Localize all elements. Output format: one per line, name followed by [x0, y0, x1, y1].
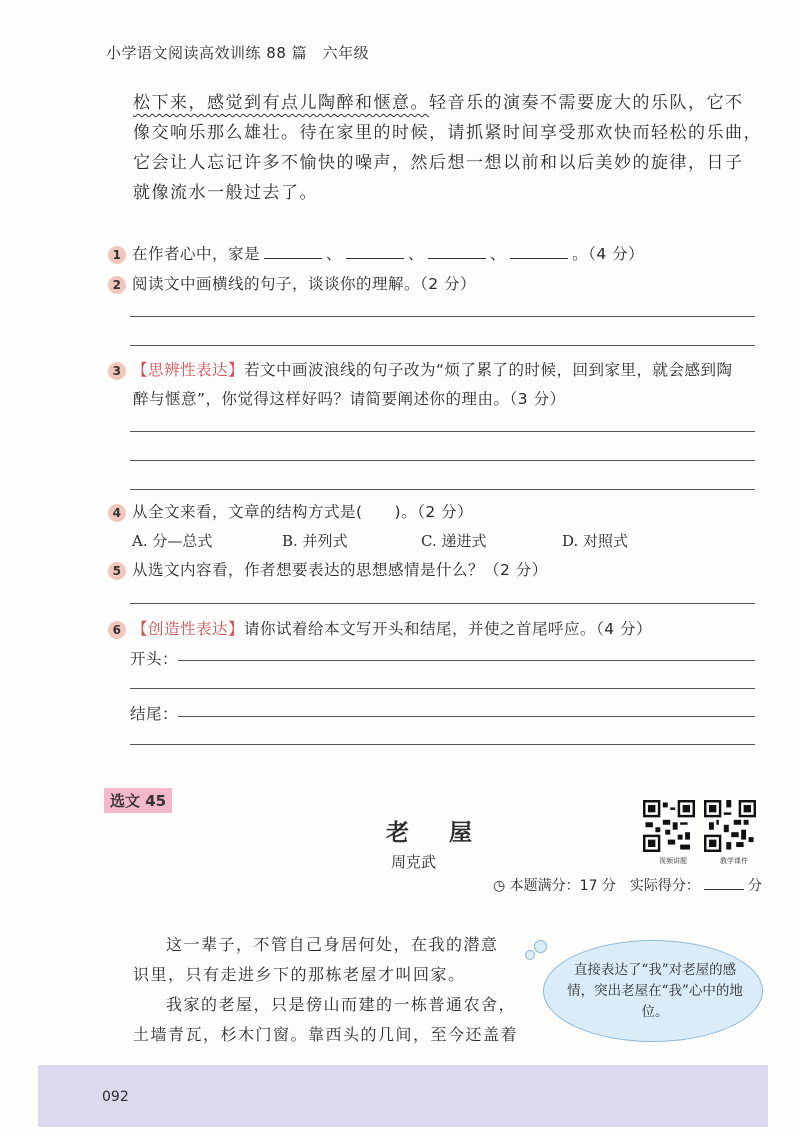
score-text: ◷ 本题满分：17 分 实际得分：	[493, 878, 700, 894]
question-1	[108, 242, 644, 264]
opening-label: 开头：	[130, 650, 179, 668]
question-number-badge: 6	[108, 621, 126, 639]
qr-video[interactable]	[643, 800, 703, 866]
answer-line[interactable]	[130, 688, 755, 689]
separator: 、	[326, 245, 343, 263]
answer-line[interactable]	[130, 316, 755, 317]
passage-line-3: 它会让人忘记许多不愉快的噪声，然后想一想以前和以后美妙的旋律，日子	[133, 153, 744, 173]
actual-score-blank[interactable]	[704, 875, 744, 890]
answer-line[interactable]	[130, 603, 755, 604]
passage-line-1	[133, 88, 744, 118]
option-a[interactable]: A. 分—总式	[132, 532, 213, 550]
question-2-text: 阅读文中画横线的句子，谈谈你的理解。（2 分）	[132, 275, 477, 293]
score-unit: 分	[747, 878, 762, 894]
qr-courseware[interactable]	[704, 800, 764, 866]
bubble-dot	[525, 950, 535, 960]
question-6-text: 请你试着给本文写开头和结尾，并使之首尾呼应。（4 分）	[244, 620, 653, 638]
option-c[interactable]: C. 递进式	[421, 532, 487, 550]
question-3	[108, 358, 733, 380]
question-4-text: 从全文来看，文章的结构方式是( )。（2 分）	[132, 503, 474, 521]
ending-answer-line[interactable]	[178, 716, 755, 717]
question-1-points: 。（4 分）	[572, 245, 645, 263]
article-title: 老屋	[386, 819, 512, 846]
question-1-text: 在作者心中，家是	[132, 245, 261, 263]
separator: 、	[408, 245, 425, 263]
section-badge: 选文 45	[104, 788, 172, 813]
question-6	[108, 617, 652, 639]
separator: 、	[490, 245, 507, 263]
question-number-badge: 4	[108, 504, 126, 522]
option-b[interactable]: B. 并列式	[282, 532, 348, 550]
answer-line[interactable]	[130, 460, 755, 461]
book-header: 小学语文阅读高效训练 88 篇 六年级	[106, 44, 370, 62]
question-3-text-line-2: 醉与惬意”，你觉得这样好吗？请简要阐述你的理由。（3 分）	[133, 390, 566, 408]
category-tag: 【创造性表达】	[132, 620, 245, 638]
question-2	[108, 272, 476, 294]
passage-p2-line-1: 我家的老屋，只是傍山而建的一栋普通农舍，	[166, 995, 517, 1014]
answer-line[interactable]	[130, 489, 755, 490]
passage-p1-line-1: 这一辈子，不管自己身居何处，在我的潜意	[166, 935, 499, 954]
question-3-text-line-1: 若文中画波浪线的句子改为“烦了累了的时候，回到家里，就会感到陶	[244, 361, 733, 379]
annotation-text: 直接表达了“我”对老屋的感情，突出老屋在“我”心中的地位。	[567, 962, 743, 1020]
option-d[interactable]: D. 对照式	[562, 532, 629, 550]
qr-label: 教学课件	[720, 857, 748, 865]
answer-blank-2[interactable]	[346, 244, 404, 259]
category-tag: 【思辨性表达】	[132, 361, 245, 379]
passage-p2-line-2: 土墙青瓦，杉木门窗。靠西头的几间，至今还盖着	[133, 1025, 519, 1044]
question-number-badge: 3	[108, 362, 126, 380]
answer-blank-3[interactable]	[428, 244, 486, 259]
wavy-underlined-sentence: 松下来，感觉到有点儿陶醉和惬意。	[133, 93, 429, 113]
qr-code-icon	[704, 800, 756, 852]
passage-line-2: 像交响乐那么雄壮。待在家里的时候，请抓紧时间享受那欢快而轻松的乐曲，	[133, 123, 762, 143]
answer-blank-1[interactable]	[264, 244, 322, 259]
answer-line[interactable]	[130, 431, 755, 432]
qr-label: 视频讲题	[659, 857, 687, 865]
qr-code-icon	[643, 800, 695, 852]
passage-line-4: 就像流水一般过去了。	[133, 183, 318, 203]
question-5	[108, 558, 548, 580]
question-5-text: 从选文内容看，作者想要表达的思想感情是什么？（2 分）	[132, 561, 548, 579]
question-number-badge: 1	[108, 246, 126, 264]
ending-label: 结尾：	[130, 705, 179, 723]
answer-line[interactable]	[130, 744, 755, 745]
article-author: 周克武	[391, 853, 437, 871]
footer-band	[38, 1065, 768, 1127]
bubble-dot	[534, 940, 547, 953]
passage-line-1-rest: 轻音乐的演奏不需要庞大的乐队，它不	[429, 93, 744, 113]
page-number: 092	[102, 1089, 129, 1105]
question-4	[108, 500, 473, 522]
passage-p1-line-2: 识里，只有走进乡下的那栋老屋才叫回家。	[133, 965, 466, 984]
question-number-badge: 5	[108, 562, 126, 580]
answer-line[interactable]	[130, 345, 755, 346]
opening-answer-line[interactable]	[178, 660, 755, 661]
question-number-badge: 2	[108, 276, 126, 294]
score-line	[493, 875, 762, 895]
answer-blank-4[interactable]	[510, 244, 568, 259]
